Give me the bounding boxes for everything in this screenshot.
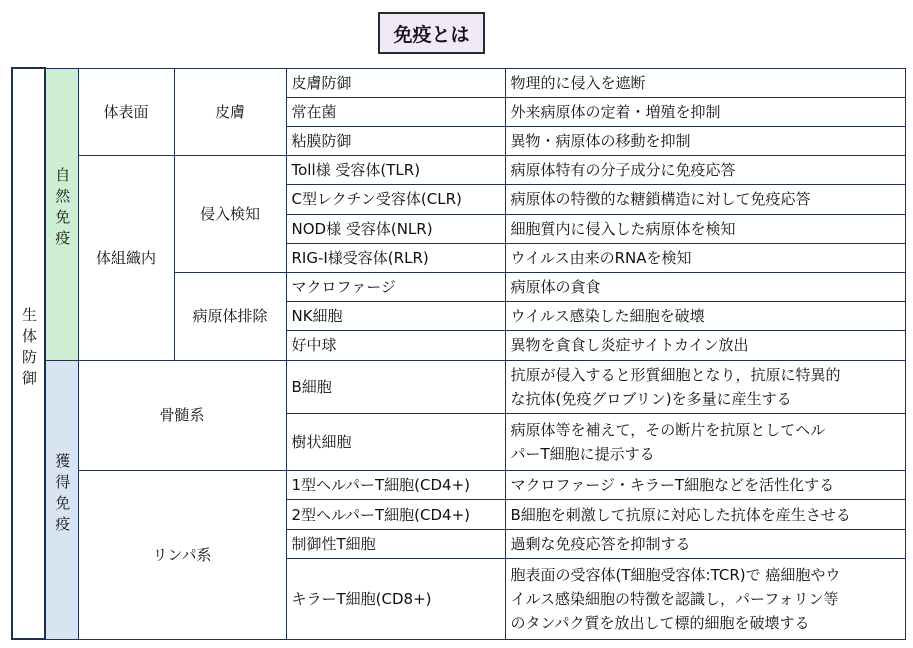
acquired-label-cell <box>45 360 78 639</box>
desc-line: イルス感染細胞の特徴を認識し，パーフォリン等 <box>510 589 839 608</box>
innate-label-cell <box>45 68 78 360</box>
item-desc: ウイルス感染した細胞を破壊 <box>505 302 905 331</box>
elimination-label: 病原体排除 <box>174 272 286 360</box>
immune-table <box>11 67 906 640</box>
item-desc: 外来病原体の定着・増殖を抑制 <box>505 97 905 126</box>
item-name: 樹状細胞 <box>286 413 505 470</box>
item-desc: 物理的に侵入を遮断 <box>505 68 905 97</box>
item-name: 2型ヘルパーT細胞(CD4+) <box>286 500 505 529</box>
item-desc: 細胞質内に侵入した病原体を検知 <box>505 214 905 243</box>
item-desc: 病原体特有の分子成分に免疫応答 <box>505 156 905 185</box>
acquired-label: 獲得免疫 <box>53 452 72 537</box>
item-name: 制御性T細胞 <box>286 529 505 558</box>
tissue-label: 体組織内 <box>78 156 174 360</box>
innate-label: 自然免疫 <box>53 167 72 252</box>
table-row <box>12 471 905 500</box>
item-name: C型レクチン受容体(CLR) <box>286 185 505 214</box>
table-row <box>12 156 905 185</box>
item-desc: B細胞を刺激して抗原に対応した抗体を産生させる <box>505 500 905 529</box>
item-desc: 異物を貪食し炎症サイトカイン放出 <box>505 331 905 360</box>
desc-line: 病原体等を補えて，その断片を抗原としてヘル <box>510 421 826 440</box>
table-row <box>12 360 905 413</box>
item-desc: 病原体の特徴的な糖鎖構造に対して免疫応答 <box>505 185 905 214</box>
item-name: 常在菌 <box>286 97 505 126</box>
item-name: B細胞 <box>286 360 505 413</box>
item-name: NOD様 受容体(NLR) <box>286 214 505 243</box>
root-label-cell <box>12 68 45 639</box>
desc-line: のタンパク質を放出して標的細胞を破壊する <box>510 613 810 632</box>
item-name: キラーT細胞(CD8+) <box>286 558 505 639</box>
item-name: NK細胞 <box>286 302 505 331</box>
page-title: 免疫とは <box>378 12 485 54</box>
item-name: 1型ヘルパーT細胞(CD4+) <box>286 471 505 500</box>
desc-line: パーT細胞に提示する <box>510 445 655 464</box>
item-name: マクロファージ <box>286 272 505 301</box>
lymphoid-label: リンパ系 <box>78 471 286 639</box>
item-desc: ウイルス由来のRNAを検知 <box>505 243 905 272</box>
item-name: 好中球 <box>286 331 505 360</box>
item-desc: マクロファージ・キラーT細胞などを活性化する <box>505 471 905 500</box>
skin-label: 皮膚 <box>174 68 286 156</box>
item-name: Toll様 受容体(TLR) <box>286 156 505 185</box>
item-desc: 過剰な免疫応答を抑制する <box>505 529 905 558</box>
desc-line: 胞表面の受容体(T細胞受容体:TCR)で 癌細胞やウ <box>510 565 841 584</box>
myeloid-label: 骨髄系 <box>78 360 286 471</box>
root-label: 生体防御 <box>20 306 38 391</box>
table-row <box>12 68 905 97</box>
item-desc <box>505 360 905 413</box>
item-name: RIG-I様受容体(RLR) <box>286 243 505 272</box>
item-desc: 異物・病原体の移動を抑制 <box>505 126 905 155</box>
surface-label: 体表面 <box>78 68 174 156</box>
item-name: 皮膚防御 <box>286 68 505 97</box>
detection-label: 侵入検知 <box>174 156 286 273</box>
item-desc <box>505 558 905 639</box>
item-desc: 病原体の貪食 <box>505 272 905 301</box>
desc-line: な抗体(免疫グロブリン)を多量に産生する <box>510 389 792 408</box>
desc-line: 抗原が侵入すると形質細胞となり，抗原に特異的 <box>510 365 841 384</box>
item-name: 粘膜防御 <box>286 126 505 155</box>
item-desc <box>505 413 905 470</box>
